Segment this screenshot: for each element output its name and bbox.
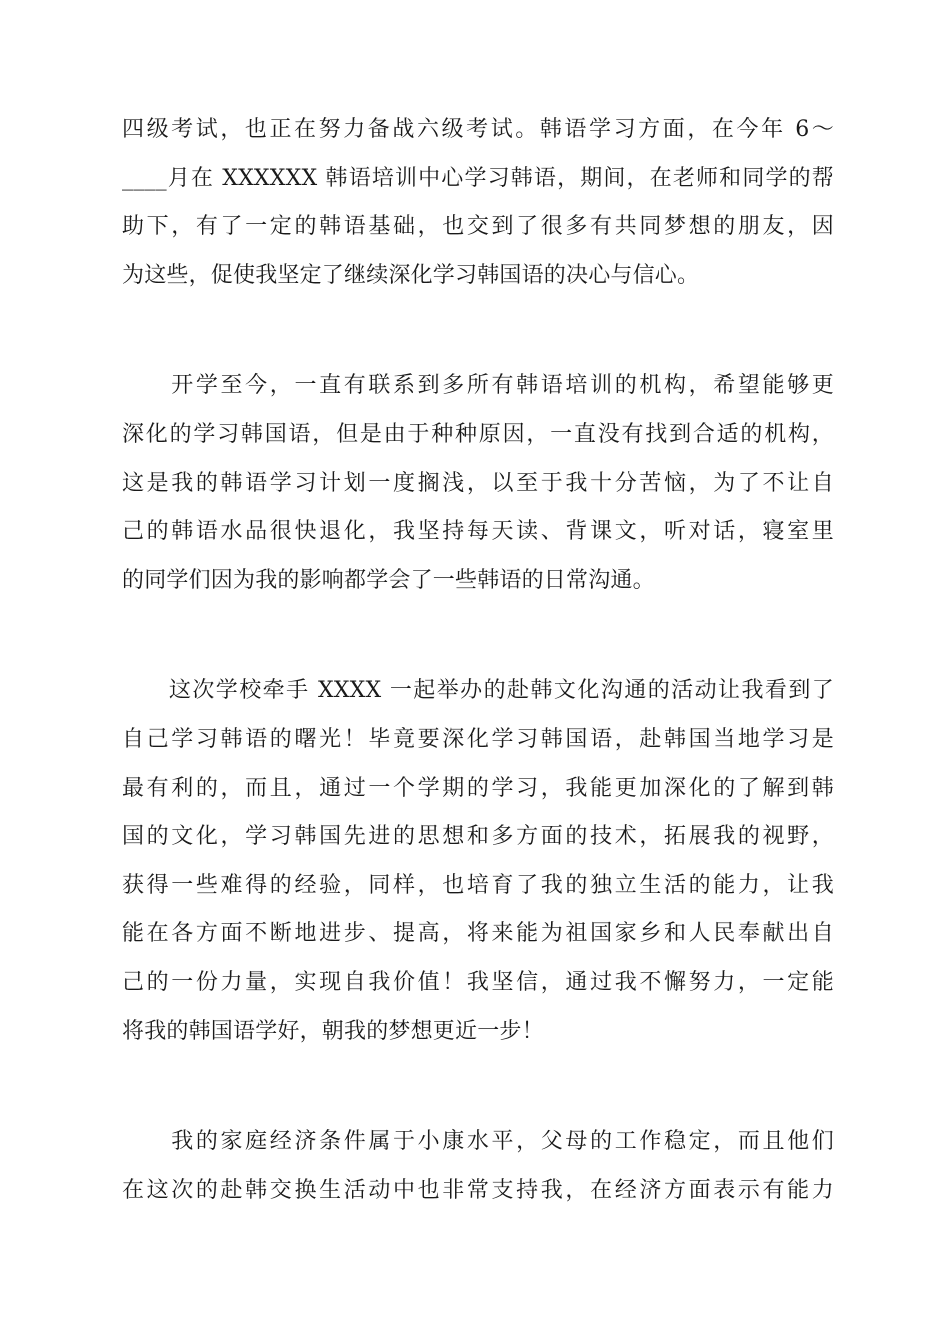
paragraph-2 xyxy=(122,362,834,605)
text-line: 获得一些难得的经验，同样，也培育了我的独立生活的能力，让我 xyxy=(122,872,834,898)
paragraph-1 xyxy=(122,106,834,300)
text-line: 将我的韩国语学好，朝我的梦想更近一步！ xyxy=(122,1018,544,1044)
text-line: 助下，有了一定的韩语基础，也交到了很多有共同梦想的朋友，因 xyxy=(122,214,834,240)
text-line: 这是我的韩语学习计划一度搁浅，以至于我十分苦恼，为了不让自 xyxy=(122,470,834,496)
text-line: 己的韩语水品很快退化，我坚持每天读、背课文，听对话，寝室里 xyxy=(122,519,834,545)
text-line: 能在各方面不断地进步、提高，将来能为祖国家乡和人民奉献出自 xyxy=(122,921,834,947)
text-line: 的同学们因为我的影响都学会了一些韩语的日常沟通。 xyxy=(122,567,655,593)
paragraph-4 xyxy=(122,1118,834,1215)
text-line: 开学至今，一直有联系到多所有韩语培训的机构，希望能够更 xyxy=(122,373,834,399)
text-line: 我的家庭经济条件属于小康水平，父母的工作稳定，而且他们 xyxy=(122,1129,834,1155)
text-line: 四级考试，也正在努力备战六级考试。韩语学习方面，在今年 6～ xyxy=(122,117,834,142)
text-line: 为这些，促使我坚定了继续深化学习韩国语的决心与信心。 xyxy=(122,262,700,288)
text-line: 己的一份力量，实现自我价值！我坚信，通过我不懈努力，一定能 xyxy=(122,969,834,995)
paragraph-gap xyxy=(122,300,834,362)
paragraph-gap xyxy=(122,605,834,667)
text-line: 自己学习韩语的曙光！毕竟要深化学习韩国语，赴韩国当地学习是 xyxy=(122,726,834,752)
text-line: 这次学校牵手 XXXX 一起举办的赴韩文化沟通的活动让我看到了 xyxy=(122,678,834,704)
paragraph-gap xyxy=(122,1056,834,1118)
text-line: 深化的学习韩国语，但是由于种种原因，一直没有找到合适的机构， xyxy=(122,421,834,447)
document-body xyxy=(122,106,834,1215)
text-line: ____月在 XXXXXX 韩语培训中心学习韩语，期间，在老师和同学的帮 xyxy=(122,165,834,191)
text-line: 国的文化，学习韩国先进的思想和多方面的技术，拓展我的视野， xyxy=(122,824,834,850)
text-line: 在这次的赴韩交换生活动中也非常支持我，在经济方面表示有能力 xyxy=(122,1177,834,1203)
text-line: 最有利的，而且，通过一个学期的学习，我能更加深化的了解到韩 xyxy=(122,775,834,801)
paragraph-3 xyxy=(122,667,834,1056)
